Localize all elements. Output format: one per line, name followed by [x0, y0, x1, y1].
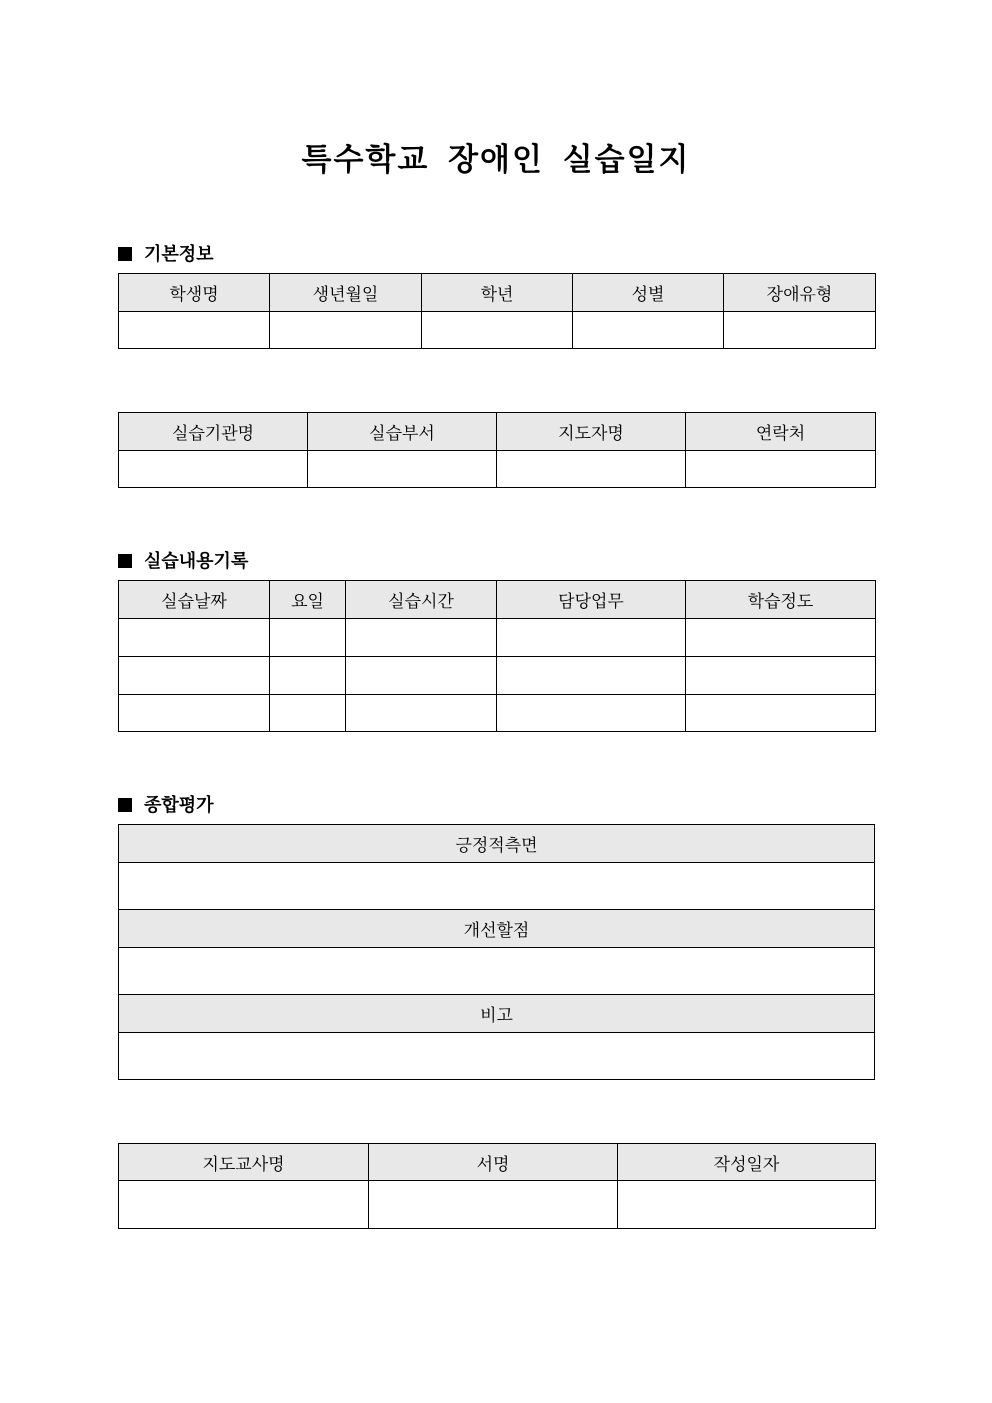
header-learning-level: 학습정도 — [686, 581, 876, 619]
institution-table — [118, 412, 876, 488]
cell-practice-date[interactable] — [119, 657, 270, 695]
section-heading-record — [118, 547, 248, 573]
cell-birth-date[interactable] — [270, 312, 422, 349]
cell-learning-level[interactable] — [686, 657, 876, 695]
cell-practice-date[interactable] — [119, 619, 270, 657]
section-label: 종합평가 — [144, 795, 214, 816]
signature-table — [118, 1143, 876, 1229]
section-heading-evaluation — [118, 791, 214, 817]
cell-department[interactable] — [308, 451, 497, 488]
section-heading-basic — [118, 240, 214, 266]
square-bullet-icon — [118, 247, 132, 261]
header-grade: 학년 — [422, 274, 573, 312]
header-practice-date: 실습날짜 — [119, 581, 270, 619]
header-disability-type: 장애유형 — [724, 274, 876, 312]
square-bullet-icon — [118, 554, 132, 568]
cell-signature[interactable] — [369, 1181, 618, 1229]
square-bullet-icon — [118, 798, 132, 812]
cell-teacher-name[interactable] — [119, 1181, 369, 1229]
cell-practice-time[interactable] — [346, 695, 497, 732]
header-weekday: 요일 — [270, 581, 346, 619]
cell-duties[interactable] — [497, 695, 686, 732]
cell-supervisor-name[interactable] — [497, 451, 686, 488]
section-label: 기본정보 — [144, 244, 214, 265]
cell-learning-level[interactable] — [686, 619, 876, 657]
table-row — [119, 619, 876, 657]
cell-practice-time[interactable] — [346, 657, 497, 695]
basic-info-table — [118, 273, 876, 349]
header-teacher-name: 지도교사명 — [119, 1144, 369, 1181]
cell-duties[interactable] — [497, 619, 686, 657]
section-label: 실습내용기록 — [144, 551, 249, 572]
cell-remarks[interactable] — [119, 1033, 875, 1080]
header-contact: 연락처 — [686, 413, 876, 451]
practice-record-table — [118, 580, 876, 732]
cell-grade[interactable] — [422, 312, 573, 349]
header-remarks: 비고 — [119, 995, 875, 1033]
header-department: 실습부서 — [308, 413, 497, 451]
page-title: 특수학교 장애인 실습일지 — [301, 142, 691, 178]
cell-weekday[interactable] — [270, 619, 346, 657]
cell-disability-type[interactable] — [724, 312, 876, 349]
cell-improvements[interactable] — [119, 948, 875, 995]
table-row — [119, 657, 876, 695]
header-practice-time: 실습시간 — [346, 581, 497, 619]
cell-weekday[interactable] — [270, 657, 346, 695]
evaluation-table — [118, 824, 875, 1080]
header-positive-aspects: 긍정적측면 — [119, 825, 875, 863]
header-supervisor-name: 지도자명 — [497, 413, 686, 451]
cell-positive-aspects[interactable] — [119, 863, 875, 910]
cell-learning-level[interactable] — [686, 695, 876, 732]
header-student-name: 학생명 — [119, 274, 270, 312]
header-birth-date: 생년월일 — [270, 274, 422, 312]
header-improvements: 개선할점 — [119, 910, 875, 948]
cell-date-written[interactable] — [618, 1181, 876, 1229]
header-duties: 담당업무 — [497, 581, 686, 619]
cell-institution-name[interactable] — [119, 451, 308, 488]
cell-duties[interactable] — [497, 657, 686, 695]
table-row — [119, 695, 876, 732]
cell-practice-time[interactable] — [346, 619, 497, 657]
cell-weekday[interactable] — [270, 695, 346, 732]
header-institution-name: 실습기관명 — [119, 413, 308, 451]
cell-practice-date[interactable] — [119, 695, 270, 732]
header-date-written: 작성일자 — [618, 1144, 876, 1181]
cell-contact[interactable] — [686, 451, 876, 488]
cell-gender[interactable] — [573, 312, 724, 349]
header-signature: 서명 — [369, 1144, 618, 1181]
cell-student-name[interactable] — [119, 312, 270, 349]
header-gender: 성별 — [573, 274, 724, 312]
